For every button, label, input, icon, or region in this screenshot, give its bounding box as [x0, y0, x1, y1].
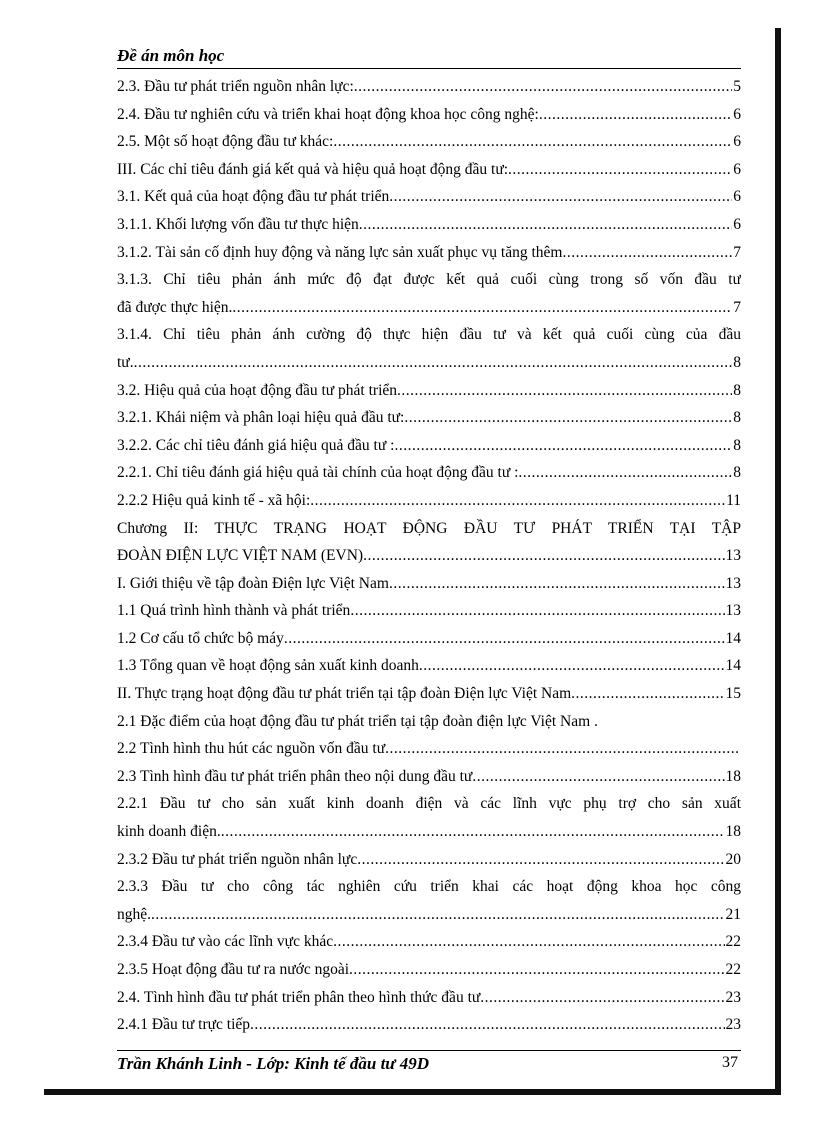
toc-page-number: 6: [733, 188, 741, 206]
toc-entry[interactable]: [117, 459, 741, 487]
toc-entry-text: 3.1.2. Tài sản cố định huy động và năng lực sản xuất phục vụ tăng thêm: [117, 243, 563, 261]
toc-page-number: 8: [733, 353, 741, 371]
toc-entry[interactable]: [117, 211, 741, 239]
toc-entry[interactable]: [117, 708, 741, 736]
toc-entry[interactable]: [117, 846, 741, 874]
toc-entry[interactable]: [117, 183, 741, 211]
toc-leader-dots: [310, 487, 725, 515]
toc-page-number: 7: [733, 298, 741, 316]
toc-entry-text: I. Giới thiệu về tập đoàn Điện lực Việt Nam: [117, 574, 389, 592]
toc-entry[interactable]: [117, 73, 741, 101]
toc-entry-text: 2.4.1 Đầu tư trực tiếp: [117, 1016, 251, 1034]
toc-leader-dots: [333, 928, 724, 956]
toc-page-number: 13: [725, 602, 741, 620]
toc-entry-text: 2.2.1 Đầu tư cho sản xuất kinh doanh điện và các lĩnh vực phụ trợ cho sản xuất: [117, 795, 741, 813]
toc-page-number: 6: [733, 215, 741, 233]
toc-entry-text: 2.2.1. Chỉ tiêu đánh giá hiệu quả tài chính của hoạt động đầu tư :: [117, 464, 519, 482]
toc-entry-text: 2.4. Tình hình đầu tư phát triển phân theo hình thức đầu tư: [117, 988, 481, 1006]
toc-leader-dots: [397, 377, 732, 405]
toc-entry-text: III. Các chỉ tiêu đánh giá kết quả và hiệu quả hoạt động đầu tư:: [117, 160, 509, 178]
toc-entry[interactable]: [117, 901, 741, 929]
toc-entry[interactable]: [117, 763, 741, 791]
toc-entry-text: nghệ.: [117, 905, 152, 923]
toc-leader-dots: [357, 846, 724, 874]
toc-entry[interactable]: [117, 101, 741, 129]
toc-leader-dots: [151, 901, 724, 929]
toc-page-number: 21: [725, 905, 741, 923]
toc-leader-dots: [221, 818, 725, 846]
toc-entry[interactable]: [117, 432, 741, 460]
toc-leader-dots: [389, 570, 725, 598]
toc-entry-text: 2.2 Tình hình thu hút các nguồn vốn đầu tư: [117, 740, 386, 758]
toc-page-number: 13: [725, 574, 741, 592]
toc-leader-dots: [354, 73, 732, 101]
footer-author: Trần Khánh Linh - Lớp: Kinh tế đầu tư 49D: [117, 1054, 430, 1073]
toc-entry-text: 3.2. Hiệu quả của hoạt động đầu tư phát triển: [117, 381, 398, 399]
toc-entry[interactable]: [117, 984, 741, 1012]
toc-entry[interactable]: [117, 239, 741, 267]
toc-leader-dots: [419, 652, 725, 680]
toc-entry[interactable]: [117, 928, 741, 956]
toc-entry[interactable]: [117, 873, 741, 901]
toc-entry[interactable]: [117, 680, 741, 708]
toc-leader-dots: [333, 128, 732, 156]
toc-entry-text: 2.1 Đặc điểm của hoạt động đầu tư phát triển tại tập đoàn điện lực Việt Nam .: [117, 712, 598, 730]
toc-leader-dots: [508, 156, 732, 184]
toc-entry[interactable]: [117, 487, 741, 515]
toc-leader-dots: [385, 735, 740, 763]
toc-entry[interactable]: [117, 570, 741, 598]
toc-entry-text: 3.1. Kết quả của hoạt động đầu tư phát triển: [117, 188, 390, 206]
toc-page-number: 23: [725, 1016, 741, 1034]
toc-leader-dots: [250, 1011, 724, 1039]
toc-entry-text: 1.2 Cơ cấu tổ chức bộ máy: [117, 629, 284, 647]
toc-leader-dots: [480, 984, 724, 1012]
toc-page-number: 6: [733, 105, 741, 123]
toc-entry[interactable]: [117, 625, 741, 653]
toc-page-number: 8: [733, 464, 741, 482]
toc-entry[interactable]: [117, 818, 741, 846]
toc-leader-dots: [359, 211, 732, 239]
toc-entry-text: đã được thực hiện.: [117, 298, 233, 316]
toc-page-number: 14: [725, 657, 741, 675]
toc-entry[interactable]: [117, 377, 741, 405]
toc-page-number: 11: [726, 491, 741, 509]
toc-entry-text: 1.3 Tổng quan về hoạt động sản xuất kinh doanh: [117, 657, 419, 675]
toc-entry-text: ĐOÀN ĐIỆN LỰC VIỆT NAM (EVN): [117, 547, 364, 565]
toc-page-number: 6: [733, 133, 741, 151]
toc-page-number: 8: [733, 381, 741, 399]
toc-leader-dots: [518, 459, 732, 487]
toc-leader-dots: [562, 239, 732, 267]
toc-page-number: 15: [725, 685, 741, 703]
header-rule: [117, 68, 741, 69]
toc-entry[interactable]: [117, 956, 741, 984]
toc-page-number: 6: [733, 160, 741, 178]
toc-entry[interactable]: [117, 790, 741, 818]
header-title: Đề án môn học: [117, 46, 225, 65]
toc-entry-text: kinh doanh điện.: [117, 823, 221, 841]
toc-entry-text: 3.1.3. Chỉ tiêu phản ánh mức độ đạt được kết quả cuối cùng trong số vốn đầu tư: [117, 271, 741, 289]
toc-entry[interactable]: [117, 266, 741, 294]
toc-entry[interactable]: [117, 349, 741, 377]
toc-page-number: 22: [725, 933, 741, 951]
toc-page-number: 23: [725, 988, 741, 1006]
page-border-shadow-right: [775, 28, 781, 1095]
toc-entry-text: 3.2.1. Khái niệm và phân loại hiệu quả đầu tư:: [117, 409, 405, 427]
toc-entry[interactable]: [117, 128, 741, 156]
table-of-contents: [117, 73, 741, 1039]
toc-entry-text: tư.: [117, 353, 134, 371]
toc-page-number: 14: [725, 629, 741, 647]
toc-entry-text: 3.1.1. Khối lượng vốn đầu tư thực hiện: [117, 215, 359, 233]
toc-entry-text: 2.3 Tình hình đầu tư phát triển phân theo nội dung đầu tư: [117, 767, 473, 785]
toc-leader-dots: [232, 294, 732, 322]
page-border-shadow-bottom: [44, 1089, 781, 1095]
toc-page-number: 5: [733, 78, 741, 95]
toc-entry[interactable]: [117, 294, 741, 322]
toc-leader-dots: [363, 542, 724, 570]
toc-entry-text: 1.1 Quá trình hình thành và phát triển: [117, 602, 351, 620]
toc-entry-text: 2.3.5 Hoạt động đầu tư ra nước ngoài: [117, 961, 350, 978]
toc-page-number: 22: [725, 961, 741, 978]
footer-page-number: 37: [722, 1054, 738, 1071]
toc-leader-dots: [389, 183, 732, 211]
toc-page-number: 8: [733, 436, 741, 454]
toc-entry[interactable]: [117, 515, 741, 543]
toc-entry-text: 3.2.2. Các chỉ tiêu đánh giá hiệu quả đầu tư :: [117, 436, 395, 454]
toc-page-number: 20: [725, 850, 741, 868]
toc-entry-text: Chương II: THỰC TRẠNG HOẠT ĐỘNG ĐẦU TƯ PHÁT TRIỂN TẠI TẬP: [117, 519, 741, 537]
toc-entry[interactable]: [117, 404, 741, 432]
toc-leader-dots: [349, 956, 724, 984]
toc-entry-text: 3.1.4. Chỉ tiêu phản ánh cường độ thực hiện đầu tư và kết quả cuối cùng của đầu: [117, 326, 741, 344]
toc-leader-dots: [571, 680, 724, 708]
toc-entry[interactable]: [117, 542, 741, 570]
toc-leader-dots: [539, 101, 732, 129]
toc-entry[interactable]: [117, 735, 741, 763]
toc-entry-text: II. Thực trạng hoạt động đầu tư phát triển tại tập đoàn Điện lực Việt Nam: [117, 685, 572, 703]
toc-leader-dots: [472, 763, 724, 791]
toc-entry[interactable]: [117, 652, 741, 680]
toc-entry-text: 2.4. Đầu tư nghiên cứu và triển khai hoạt động khoa học công nghệ:: [117, 105, 539, 123]
toc-page-number: 8: [733, 409, 741, 427]
toc-entry-text: 2.3.4 Đầu tư vào các lĩnh vực khác: [117, 933, 334, 951]
toc-entry[interactable]: [117, 321, 741, 349]
toc-entry[interactable]: [117, 597, 741, 625]
toc-entry-text: 2.3.3 Đầu tư cho công tác nghiên cứu triển khai các hoạt động khoa học công: [117, 878, 741, 896]
toc-page-number: 13: [725, 547, 741, 565]
toc-leader-dots: [404, 404, 732, 432]
toc-page-number: 7: [733, 243, 741, 261]
toc-leader-dots: [394, 432, 732, 460]
toc-entry[interactable]: [117, 1011, 741, 1039]
toc-leader-dots: [284, 625, 725, 653]
toc-page-number: 18: [725, 823, 741, 841]
toc-leader-dots: [350, 597, 724, 625]
toc-leader-dots: [134, 349, 733, 377]
footer-rule: [117, 1050, 741, 1051]
toc-entry-text: 2.2.2 Hiệu quả kinh tế - xã hội:: [117, 491, 311, 509]
toc-page-number: 18: [725, 767, 741, 785]
toc-entry-text: 2.3.2 Đầu tư phát triển nguồn nhân lực: [117, 850, 358, 868]
toc-entry[interactable]: [117, 156, 741, 184]
toc-entry-text: 2.5. Một số hoạt động đầu tư khác:: [117, 133, 334, 151]
toc-entry-text: 2.3. Đầu tư phát triển nguồn nhân lực:: [117, 78, 354, 95]
